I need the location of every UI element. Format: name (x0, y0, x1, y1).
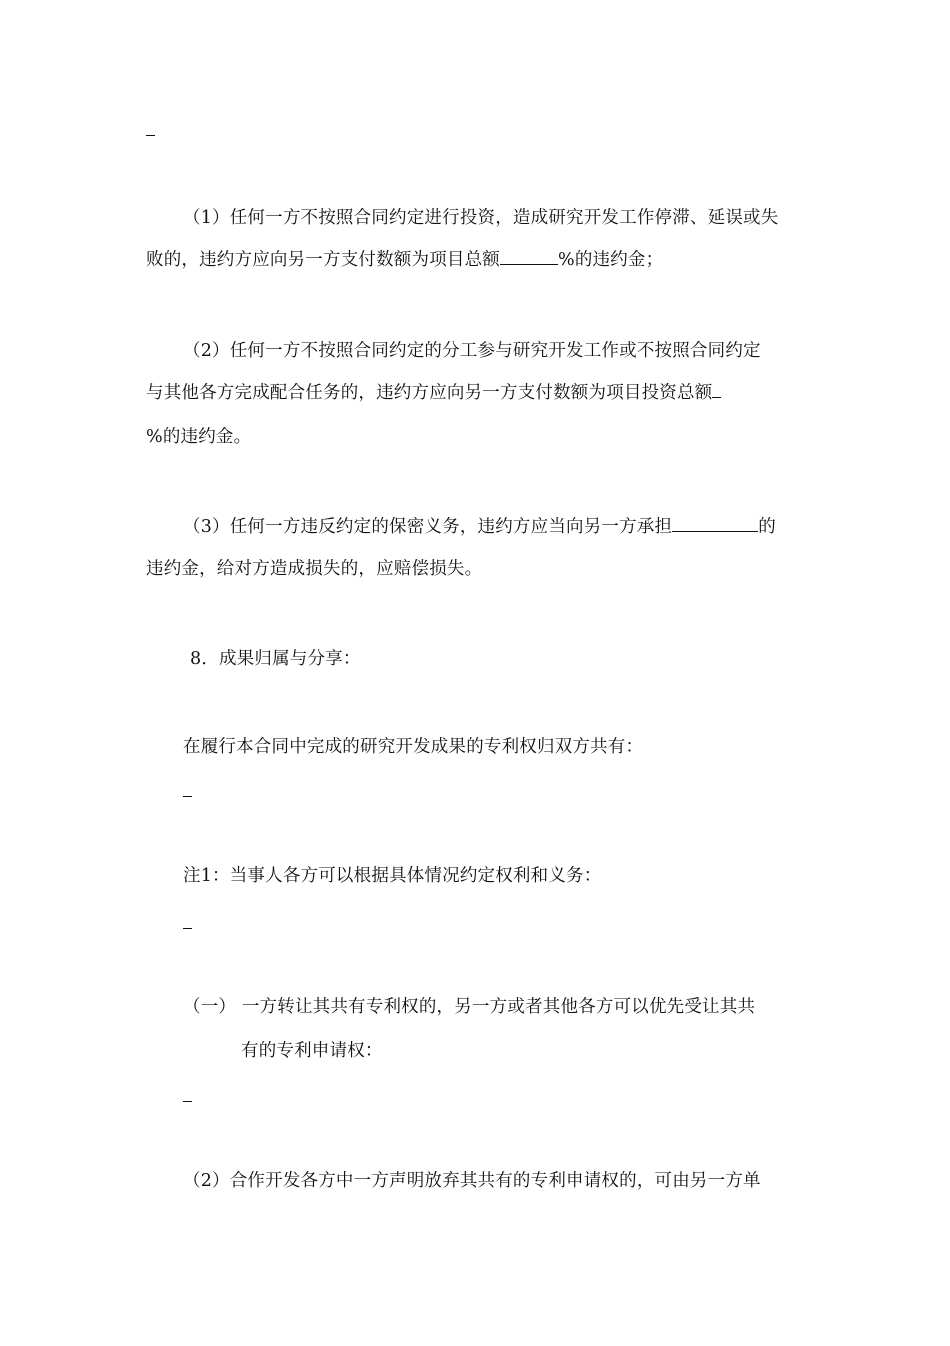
blank-dash-top (146, 135, 155, 136)
percentage-blank (500, 249, 558, 265)
item-1-line-2: 败的，违约方应向另一方支付数额为项目总额 %的违约金； (146, 250, 664, 270)
item-3-line-2: 违约金，给对方造成损失的，应赔偿损失。 (146, 559, 483, 579)
blank-dash-after-sub-1 (183, 1101, 192, 1102)
item-2-line-3: %的违约金。 (146, 427, 252, 447)
item-2-line-1: （2）任何一方不按照合同约定的分工参与研究开发工作或不按照合同约定 (183, 341, 761, 361)
sub-1-line-2: 有的专利申请权： (241, 1041, 383, 1061)
blank-dash-after-note (183, 928, 192, 929)
clause-8-intro: 在履行本合同中完成的研究开发成果的专利权归双方共有： (183, 737, 644, 757)
investment-percentage-blank (712, 382, 721, 398)
item-3-line-1: （3）任何一方违反约定的保密义务，违约方应当向另一方承担 的 (183, 517, 776, 537)
penalty-amount-blank (672, 516, 758, 532)
sub-2-line-1: （2）合作开发各方中一方声明放弃其共有的专利申请权的，可由另一方单 (183, 1171, 761, 1191)
item-2-line-2: 与其他各方完成配合任务的，违约方应向另一方支付数额为项目投资总额 (146, 382, 721, 404)
note-1: 注1：当事人各方可以根据具体情况约定权利和义务： (183, 866, 602, 886)
blank-dash-after-intro (183, 796, 192, 797)
clause-8-heading: 8．成果归属与分享： (190, 649, 361, 669)
item-1-line-1: （1）任何一方不按照合同约定进行投资，造成研究开发工作停滞、延误或失 (183, 208, 779, 228)
sub-1-line-1: （一） 一方转让其共有专利权的，另一方或者其他各方可以优先受让其共 (183, 997, 756, 1017)
